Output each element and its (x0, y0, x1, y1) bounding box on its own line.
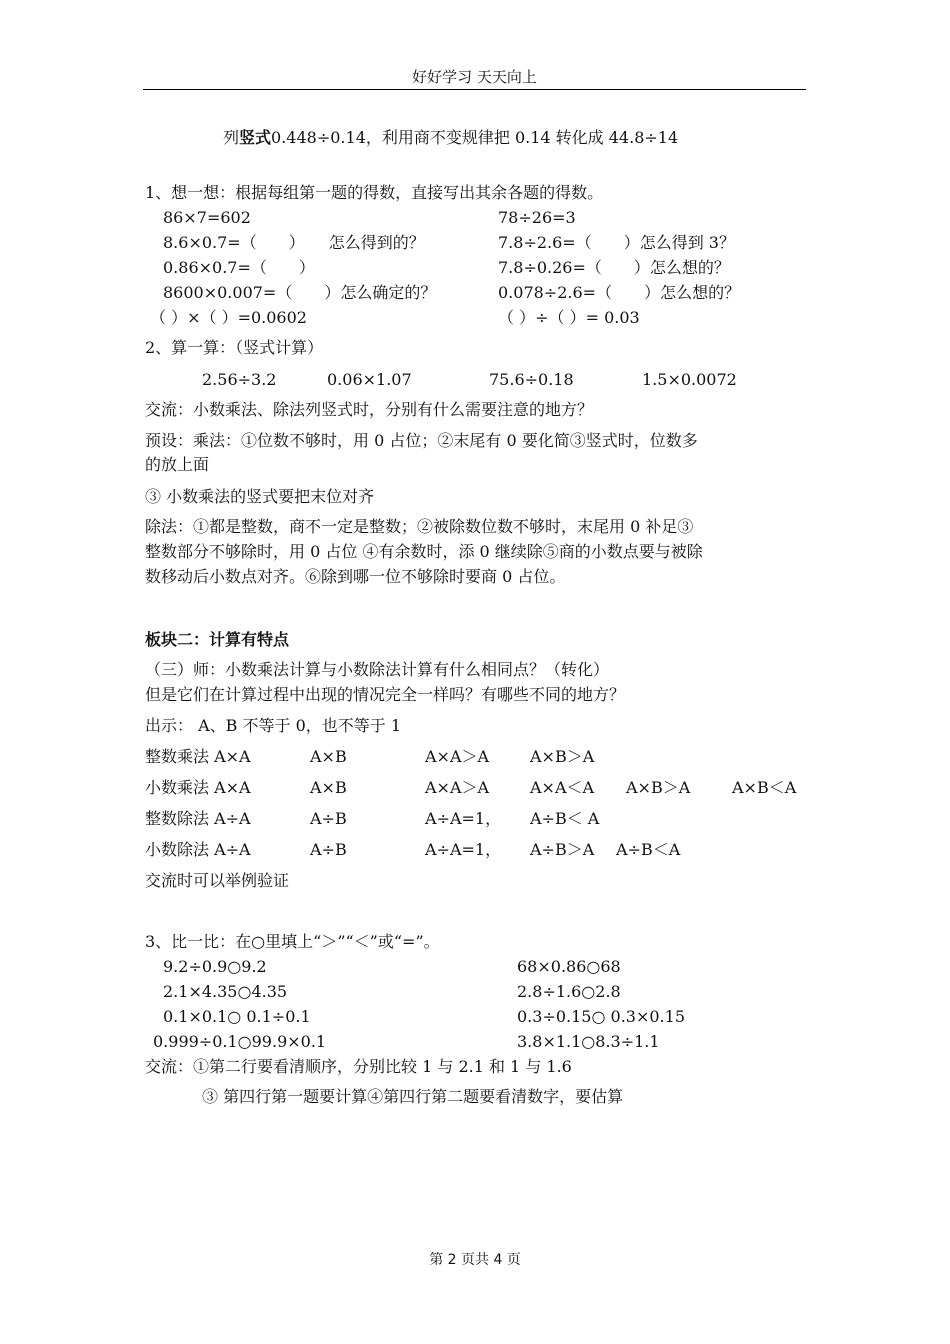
row3-c3: A÷A=1， (425, 809, 502, 828)
row2-c2: A×B (310, 778, 347, 797)
row4-c2: A÷B (310, 840, 347, 859)
intro-bold: 竖式 (239, 128, 272, 147)
row3-label: 整数除法 A÷A (145, 809, 251, 828)
row1-c4: A×B＞A (530, 747, 595, 766)
section2-question: 交流：小数乘法、除法列竖式时，分别有什么需要注意的地方？ (145, 400, 594, 419)
section3-left-1: 9.2÷0.9○9.2 (163, 957, 267, 976)
block2-title: 板块二：计算有特点 (145, 630, 290, 649)
row2-c5: A×B＞A (626, 778, 691, 797)
section2-preset-1: 预设：乘法：①位数不够时，用 0 占位；②末尾有 0 要化简③竖式时，位数多 (145, 431, 698, 450)
intro-line (223, 127, 678, 149)
section2-div-3: 数移动后小数点对齐。⑥除到哪一位不够除时要商 0 占位。 (145, 567, 566, 586)
row1-c3: A×A＞A (425, 747, 490, 766)
row2-c3: A×A＞A (425, 778, 490, 797)
section3-left-2: 2.1×4.35○4.35 (163, 982, 288, 1001)
section1-left-4: 8600×0.007=（ ）怎么确定的？ (163, 283, 437, 302)
section1-right-5: （ ）÷（ ）= 0.03 (498, 308, 640, 327)
row4-c5: A÷B＜A (616, 840, 681, 859)
block2-show: 出示： A、B 不等于 0，也不等于 1 (145, 716, 402, 735)
section1-title: 1、想一想：根据每组第一题的得数，直接写出其余各题的得数。 (145, 183, 604, 202)
intro-prefix: 列 (223, 128, 240, 147)
header-rule (143, 89, 806, 90)
section3-talk-1: 交流：①第二行要看清顺序，分别比较 1 与 2.1 和 1 与 1.6 (145, 1057, 572, 1076)
row4-c4: A÷B＞A (530, 840, 595, 859)
section2-problem-1: 2.56÷3.2 (202, 370, 277, 389)
section2-problem-4: 1.5×0.0072 (642, 370, 737, 389)
section1-right-3: 7.8÷0.26=（ ）怎么想的？ (498, 258, 730, 277)
intro-rest: 0.448÷0.14，利用商不变规律把 0.14 转化成 44.8÷14 (271, 128, 679, 147)
page-footer: 第 2 页共 4 页 (429, 1252, 521, 1268)
section3-title: 3、比一比：在○里填上“＞”“＜”或“=”。 (145, 932, 440, 951)
section2-preset-2: 的放上面 (145, 455, 210, 474)
row4-c3: A÷A=1， (425, 840, 502, 859)
section1-right-4: 0.078÷2.6=（ ）怎么想的？ (498, 283, 741, 302)
section2-preset-3: ③ 小数乘法的竖式要把末位对齐 (145, 487, 375, 506)
section2-div-2: 整数部分不够除时，用 0 占位 ④有余数时，添 0 继续除⑤商的小数点要与被除 (145, 542, 703, 561)
row3-c2: A÷B (310, 809, 347, 828)
section3-right-2: 2.8÷1.6○2.8 (517, 982, 621, 1001)
section3-talk-2: ③ 第四行第一题要计算④第四行第二题要看清数字，要估算 (202, 1087, 624, 1106)
section1-left-5: （ ）×（ ）=0.0602 (150, 308, 307, 327)
block2-q2: 但是它们在计算过程中出现的情况完全一样吗？有哪些不同的地方？ (145, 685, 626, 704)
block2-q1: （三）师：小数乘法计算与小数除法计算有什么相同点？（转化） (145, 660, 610, 679)
section2-problem-2: 0.06×1.07 (327, 370, 412, 389)
section1-right-1: 78÷26=3 (498, 208, 576, 227)
section3-right-4: 3.8×1.1○8.3÷1.1 (517, 1032, 660, 1051)
section3-right-1: 68×0.86○68 (517, 957, 621, 976)
row2-c4: A×A＜A (530, 778, 595, 797)
section1-left-2: 8.6×0.7=（ ） 怎么得到的？ (163, 233, 425, 252)
row2-c6: A×B＜A (732, 778, 797, 797)
row4-label: 小数除法 A÷A (145, 840, 251, 859)
section2-title: 2、算一算：（竖式计算） (145, 338, 324, 357)
row2-label: 小数乘法 A×A (145, 778, 251, 797)
section1-left-3: 0.86×0.7=（ ） (163, 258, 315, 277)
page-header: 好好学习 天天向上 (412, 68, 537, 86)
section3-right-3: 0.3÷0.15○ 0.3×0.15 (517, 1007, 685, 1026)
section2-problem-3: 75.6÷0.18 (489, 370, 574, 389)
section1-right-2: 7.8÷2.6=（ ）怎么得到 3？ (498, 233, 735, 252)
section3-left-3: 0.1×0.1○ 0.1÷0.1 (163, 1007, 311, 1026)
block2-note: 交流时可以举例验证 (145, 871, 290, 890)
row1-label: 整数乘法 A×A (145, 747, 251, 766)
section3-left-4: 0.999÷0.1○99.9×0.1 (153, 1032, 327, 1051)
row1-c2: A×B (310, 747, 347, 766)
row3-c4: A÷B＜ A (530, 809, 600, 828)
section1-left-1: 86×7=602 (163, 208, 251, 227)
section2-div-1: 除法：①都是整数，商不一定是整数；②被除数位数不够时，末尾用 0 补足③ (145, 517, 694, 536)
